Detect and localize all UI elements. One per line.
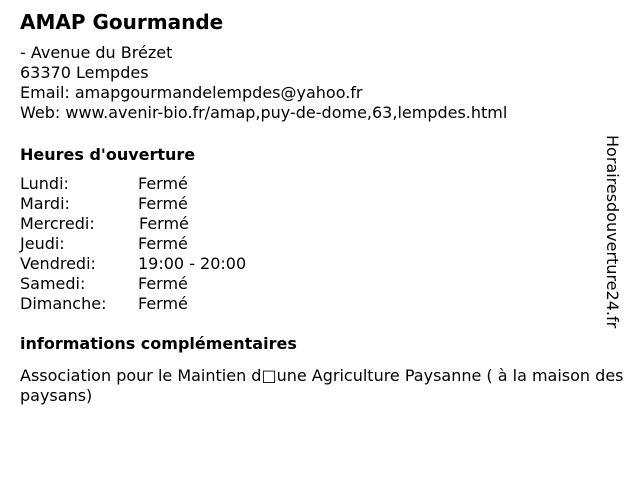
day-hours: Fermé [139, 214, 189, 233]
address-block [20, 43, 507, 123]
day-label: Lundi: [20, 174, 69, 193]
address-street: - Avenue du Brézet [20, 43, 173, 62]
hours-heading: Heures d'ouverture [20, 145, 196, 164]
day-hours: 19:00 - 20:00 [138, 254, 247, 273]
day-label: Samedi: [20, 274, 86, 293]
day-hours: Fermé [138, 194, 188, 213]
info-description: Association pour le Maintien d□une Agriculture Paysanne ( à la maison des paysans) [20, 366, 624, 405]
day-hours: Fermé [138, 294, 188, 313]
day-hours: Fermé [138, 174, 188, 193]
address-web: Web: www.avenir-bio.fr/amap,puy-de-dome,63,lempdes.html [20, 103, 508, 122]
day-label: Mardi: [20, 194, 70, 213]
day-label: Jeudi: [20, 234, 65, 253]
day-label: Mercredi: [20, 214, 95, 233]
business-name: AMAP Gourmande [20, 10, 224, 34]
day-label: Vendredi: [20, 254, 96, 273]
day-hours: Fermé [138, 234, 188, 253]
site-watermark: Horairesdouverture24.fr [603, 135, 622, 329]
day-hours: Fermé [138, 274, 188, 293]
address-email: Email: amapgourmandelempdes@yahoo.fr [20, 83, 363, 102]
info-heading: informations complémentaires [20, 334, 297, 353]
address-city: 63370 Lempdes [20, 63, 149, 82]
day-label: Dimanche: [20, 294, 107, 313]
